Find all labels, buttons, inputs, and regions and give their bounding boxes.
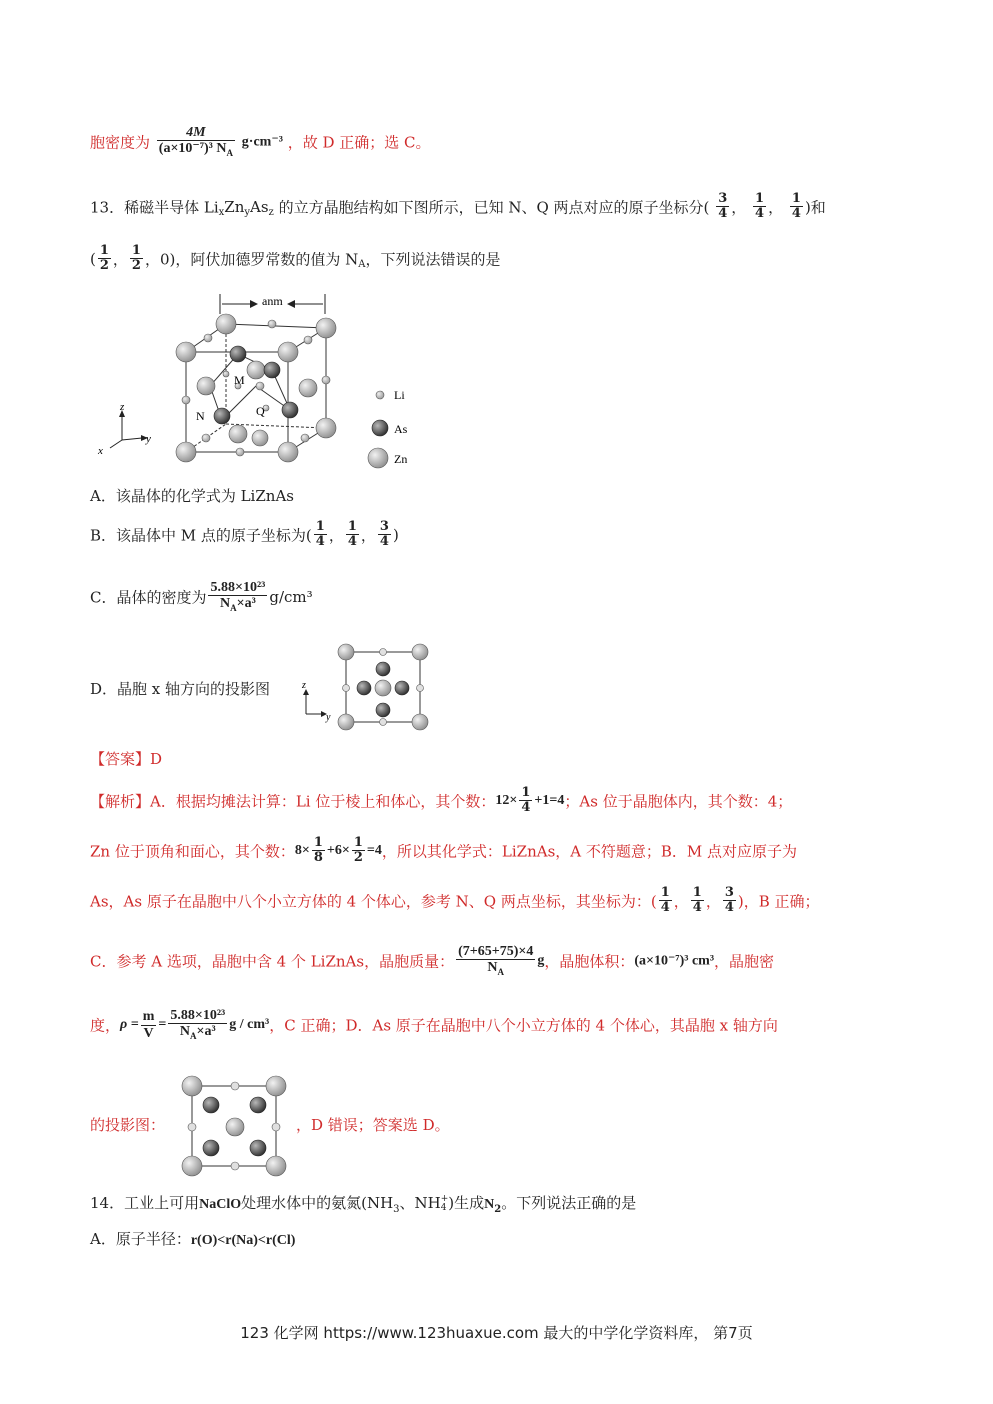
equals: = — [158, 1017, 167, 1033]
q13-l2-rest: ，0)，阿伏加德罗常数的值为 N — [144, 250, 359, 269]
q14-stem — [90, 1192, 636, 1215]
q14-option-a — [90, 1228, 295, 1249]
q13-text-a: 13．稀磁半导体 Li — [90, 198, 219, 217]
analysis-l2-m2: +6× — [326, 842, 350, 858]
q13-stem-line2: ( $\frac{1}{2}$ ， $\frac{1}{2}$ ，0)，阿伏加德罗常数的值为 $N_A$，下列说法错误的是 — [90, 243, 501, 274]
den: 2 — [353, 850, 363, 866]
dim-label: anm — [262, 294, 283, 308]
num: 3 — [718, 191, 728, 206]
q14-n2-sub: 2 — [494, 1204, 502, 1215]
q13-option-b: B．该晶体中 M 点的原子坐标为( $\frac{1}{4}$ ， $\frac{1}{4}$ ， $\frac{3}{4}$ ) — [90, 519, 399, 550]
analysis-l2-a: Zn 位于顶角和面心，其个数： — [90, 842, 295, 861]
volume-expr: (a×10⁻⁷)³ cm³ — [634, 953, 715, 969]
answer-value: D — [150, 750, 163, 768]
den: 2 — [131, 258, 141, 274]
q14-sub4: 4 — [440, 1203, 447, 1213]
q13-as: As — [250, 197, 269, 216]
axis-y-label: y — [146, 433, 151, 445]
optc-fraction — [208, 580, 267, 614]
label-n: N — [196, 409, 205, 423]
den: 4 — [718, 206, 728, 222]
q14-text-d: )生成 — [448, 1194, 485, 1212]
num: 1 — [347, 519, 357, 534]
sub-a: A — [358, 258, 366, 270]
density-unit: g·cm⁻³ — [241, 134, 283, 150]
density-numerator: 4M — [157, 125, 235, 141]
num: 5.88×10²³ — [170, 1008, 226, 1023]
q14-text-a: 14．工业上可用 — [90, 1194, 200, 1212]
density-result-fraction — [168, 1008, 227, 1042]
analysis-l2-m3: =4 — [366, 842, 382, 858]
den: 4 — [660, 900, 670, 916]
analysis-line-6-b: ，D 错误；答案选 D。 — [296, 1116, 450, 1134]
projection-figure-d — [298, 642, 438, 736]
analysis-l1-frac — [519, 786, 532, 816]
legend-zn: Zn — [394, 452, 408, 466]
mass-fraction — [456, 944, 535, 978]
den: 4 — [724, 900, 734, 916]
analysis-label: 【解析】 — [90, 792, 151, 811]
projection-figure-analysis — [176, 1072, 296, 1178]
den: 4 — [315, 534, 325, 550]
answer-line — [90, 748, 162, 769]
analysis-l3-frac-3 — [723, 886, 736, 916]
axis-x-label: x — [98, 445, 103, 457]
prev-suffix: ，故 D 正确；选 C。 — [287, 133, 431, 152]
density-fraction — [157, 125, 235, 159]
analysis-l5-a: 度， — [90, 1016, 121, 1035]
rho-symbol: ρ = — [120, 1017, 139, 1033]
page-footer: 123 化学网 https://www.123huaxue.com 最大的中学化学资料库， 第7页 — [240, 1324, 753, 1342]
prev-prefix: 胞密度为 — [90, 133, 151, 152]
analysis-line-3: As，As 原子在晶胞中八个小立方体的 4 个体心，参考 N、Q 两点坐标，其坐标为：( $\frac{1}{4}$ ， $\frac{1}{4}$ ， $\frac{3}{4}$ )，B 正确； — [90, 885, 820, 916]
num: 1 — [131, 243, 141, 258]
den: $N_A\times a^3$ — [179, 1024, 216, 1042]
analysis-l2-m1: 8× — [294, 842, 310, 858]
num: 1 — [755, 191, 765, 206]
num: 3 — [379, 519, 389, 534]
analysis-line-2 — [90, 836, 797, 866]
crystal-cell-figure — [90, 288, 430, 473]
analysis-l1-m1: 12× — [495, 792, 518, 808]
num: 5.88×10²³ — [210, 580, 266, 595]
optb-pre: B．该晶体中 M 点的原子坐标为( — [90, 526, 312, 545]
q14-opta-formula: r(O)<r(Na)<r(Cl) — [190, 1233, 296, 1248]
den: $N_A\times a^3$ — [220, 596, 256, 614]
q14-text-b: 处理水体中的氨氮(NH — [241, 1194, 394, 1212]
q13-l2-end: ，下列说法错误的是 — [365, 250, 501, 269]
q14-text-e: 。下列说法正确的是 — [501, 1194, 637, 1212]
den: 4 — [692, 900, 702, 916]
den: $N_A$ — [487, 960, 505, 978]
num: 1 — [660, 885, 670, 900]
den: 2 — [99, 258, 109, 274]
m-over-v — [141, 1009, 157, 1041]
q14-text-c: 、NH — [399, 1194, 441, 1212]
analysis-line-6-a: 的投影图： — [90, 1116, 166, 1134]
q13-option-c — [90, 580, 313, 614]
analysis-l5-b: ，C 正确；D．As 原子在晶胞中八个小立方体的 4 个体心，其晶胞 x 轴方向 — [269, 1016, 778, 1035]
analysis-l3-frac-1 — [659, 886, 672, 916]
q14-sub3: 3 — [393, 1204, 400, 1215]
optb-frac-3 — [378, 520, 391, 550]
analysis-l3-b: )，B 正确； — [737, 892, 820, 911]
optb-frac-1 — [314, 520, 327, 550]
q13-l2-frac-2 — [130, 244, 143, 274]
previous-answer-line — [90, 125, 431, 159]
q14-sup-plus: + — [440, 1194, 449, 1204]
optc-unit: g/cm³ — [269, 588, 313, 607]
analysis-l3-frac-2 — [691, 886, 704, 916]
q14-naclo: NaClO — [199, 1197, 242, 1212]
q13-text-b: 的立方晶胞结构如下图所示，已知 N、Q 两点对应的原子坐标分( — [273, 198, 710, 217]
analysis-l3-a: As，As 原子在晶胞中八个小立方体的 4 个体心，参考 N、Q 两点坐标，其坐标为：( — [90, 892, 657, 911]
analysis-l1-a: A．根据均摊法计算：Li 位于棱上和体心，其个数： — [150, 792, 496, 811]
num: 1 — [99, 243, 109, 258]
q13-option-d: D．晶胞 x 轴方向的投影图 — [90, 680, 271, 698]
optb-frac-2 — [346, 520, 359, 550]
sub-x: x — [218, 206, 225, 218]
q13-option-a: A．该晶体的化学式为 LiZnAs — [90, 487, 294, 505]
proj-axis-z: z — [302, 680, 306, 691]
analysis-line-5 — [90, 1008, 778, 1042]
den: V — [143, 1025, 154, 1041]
den: 8 — [313, 850, 323, 866]
den: 4 — [521, 800, 531, 816]
num: 1 — [692, 885, 702, 900]
answer-label: 【答案】 — [90, 750, 151, 768]
num: m — [142, 1009, 155, 1025]
analysis-line-4 — [90, 944, 774, 978]
analysis-l2-frac-1 — [312, 836, 325, 866]
q13-zn: Zn — [224, 197, 245, 216]
legend-li: Li — [394, 388, 405, 402]
num: 1 — [521, 785, 531, 800]
analysis-l1-m2: +1=4 — [534, 792, 565, 808]
axis-z-label: z — [120, 401, 125, 413]
proj-axis-y: y — [326, 712, 331, 723]
den: 4 — [755, 206, 765, 222]
label-m: M — [234, 373, 245, 387]
analysis-l4-b: ，晶胞体积： — [544, 952, 635, 971]
num: 1 — [315, 519, 325, 534]
q13-frac-2 — [753, 192, 766, 222]
q13-frac-1 — [716, 192, 729, 222]
q14-opta-pre: A．原子半径： — [90, 1230, 191, 1248]
q13-text-end: )和 — [804, 198, 826, 217]
den: 4 — [347, 534, 357, 550]
analysis-l1-b: ；As 位于晶胞体内，其个数：4； — [564, 792, 793, 811]
num: (7+65+75)×4 — [458, 944, 534, 959]
analysis-l2-frac-2 — [352, 836, 365, 866]
sub-z: z — [268, 206, 274, 218]
q13-stem-line1: 13．稀磁半导体 $Li_xZn_yAs_z$ 的立方晶胞结构如下图所示，已知 N、Q 两点对应的原子坐标分( $\frac{3}{4}$ ， $\frac{1}{4}$ ， $\frac{1}{4}$ )和 — [90, 191, 826, 222]
num: 3 — [724, 885, 734, 900]
analysis-l4-a: C．参考 A 选项，晶胞中含 4 个 LiZnAs，晶胞质量： — [90, 952, 455, 971]
q14-n2: N — [484, 1197, 495, 1212]
legend-as: As — [394, 422, 408, 436]
num: 1 — [313, 835, 323, 850]
num: 1 — [353, 835, 363, 850]
density-denominator: (a×10⁻⁷)³ $N_A$ — [158, 141, 233, 159]
analysis-line-1 — [90, 786, 792, 816]
num: 1 — [791, 191, 801, 206]
density-result-unit: g / cm³ — [229, 1017, 270, 1033]
den: 4 — [791, 206, 801, 222]
analysis-l4-c: ，晶胞密 — [714, 952, 775, 971]
label-q: Q — [256, 404, 265, 418]
optc-pre: C．晶体的密度为 — [90, 588, 207, 607]
sub-y: y — [244, 206, 251, 218]
optb-end: ) — [392, 525, 399, 544]
mass-unit: g — [537, 953, 545, 969]
analysis-l2-b: ，所以其化学式：LiZnAs，A 不符题意；B．M 点对应原子为 — [381, 842, 798, 861]
q13-frac-3 — [790, 192, 803, 222]
den: 4 — [379, 534, 389, 550]
q13-l2-frac-1 — [98, 244, 111, 274]
